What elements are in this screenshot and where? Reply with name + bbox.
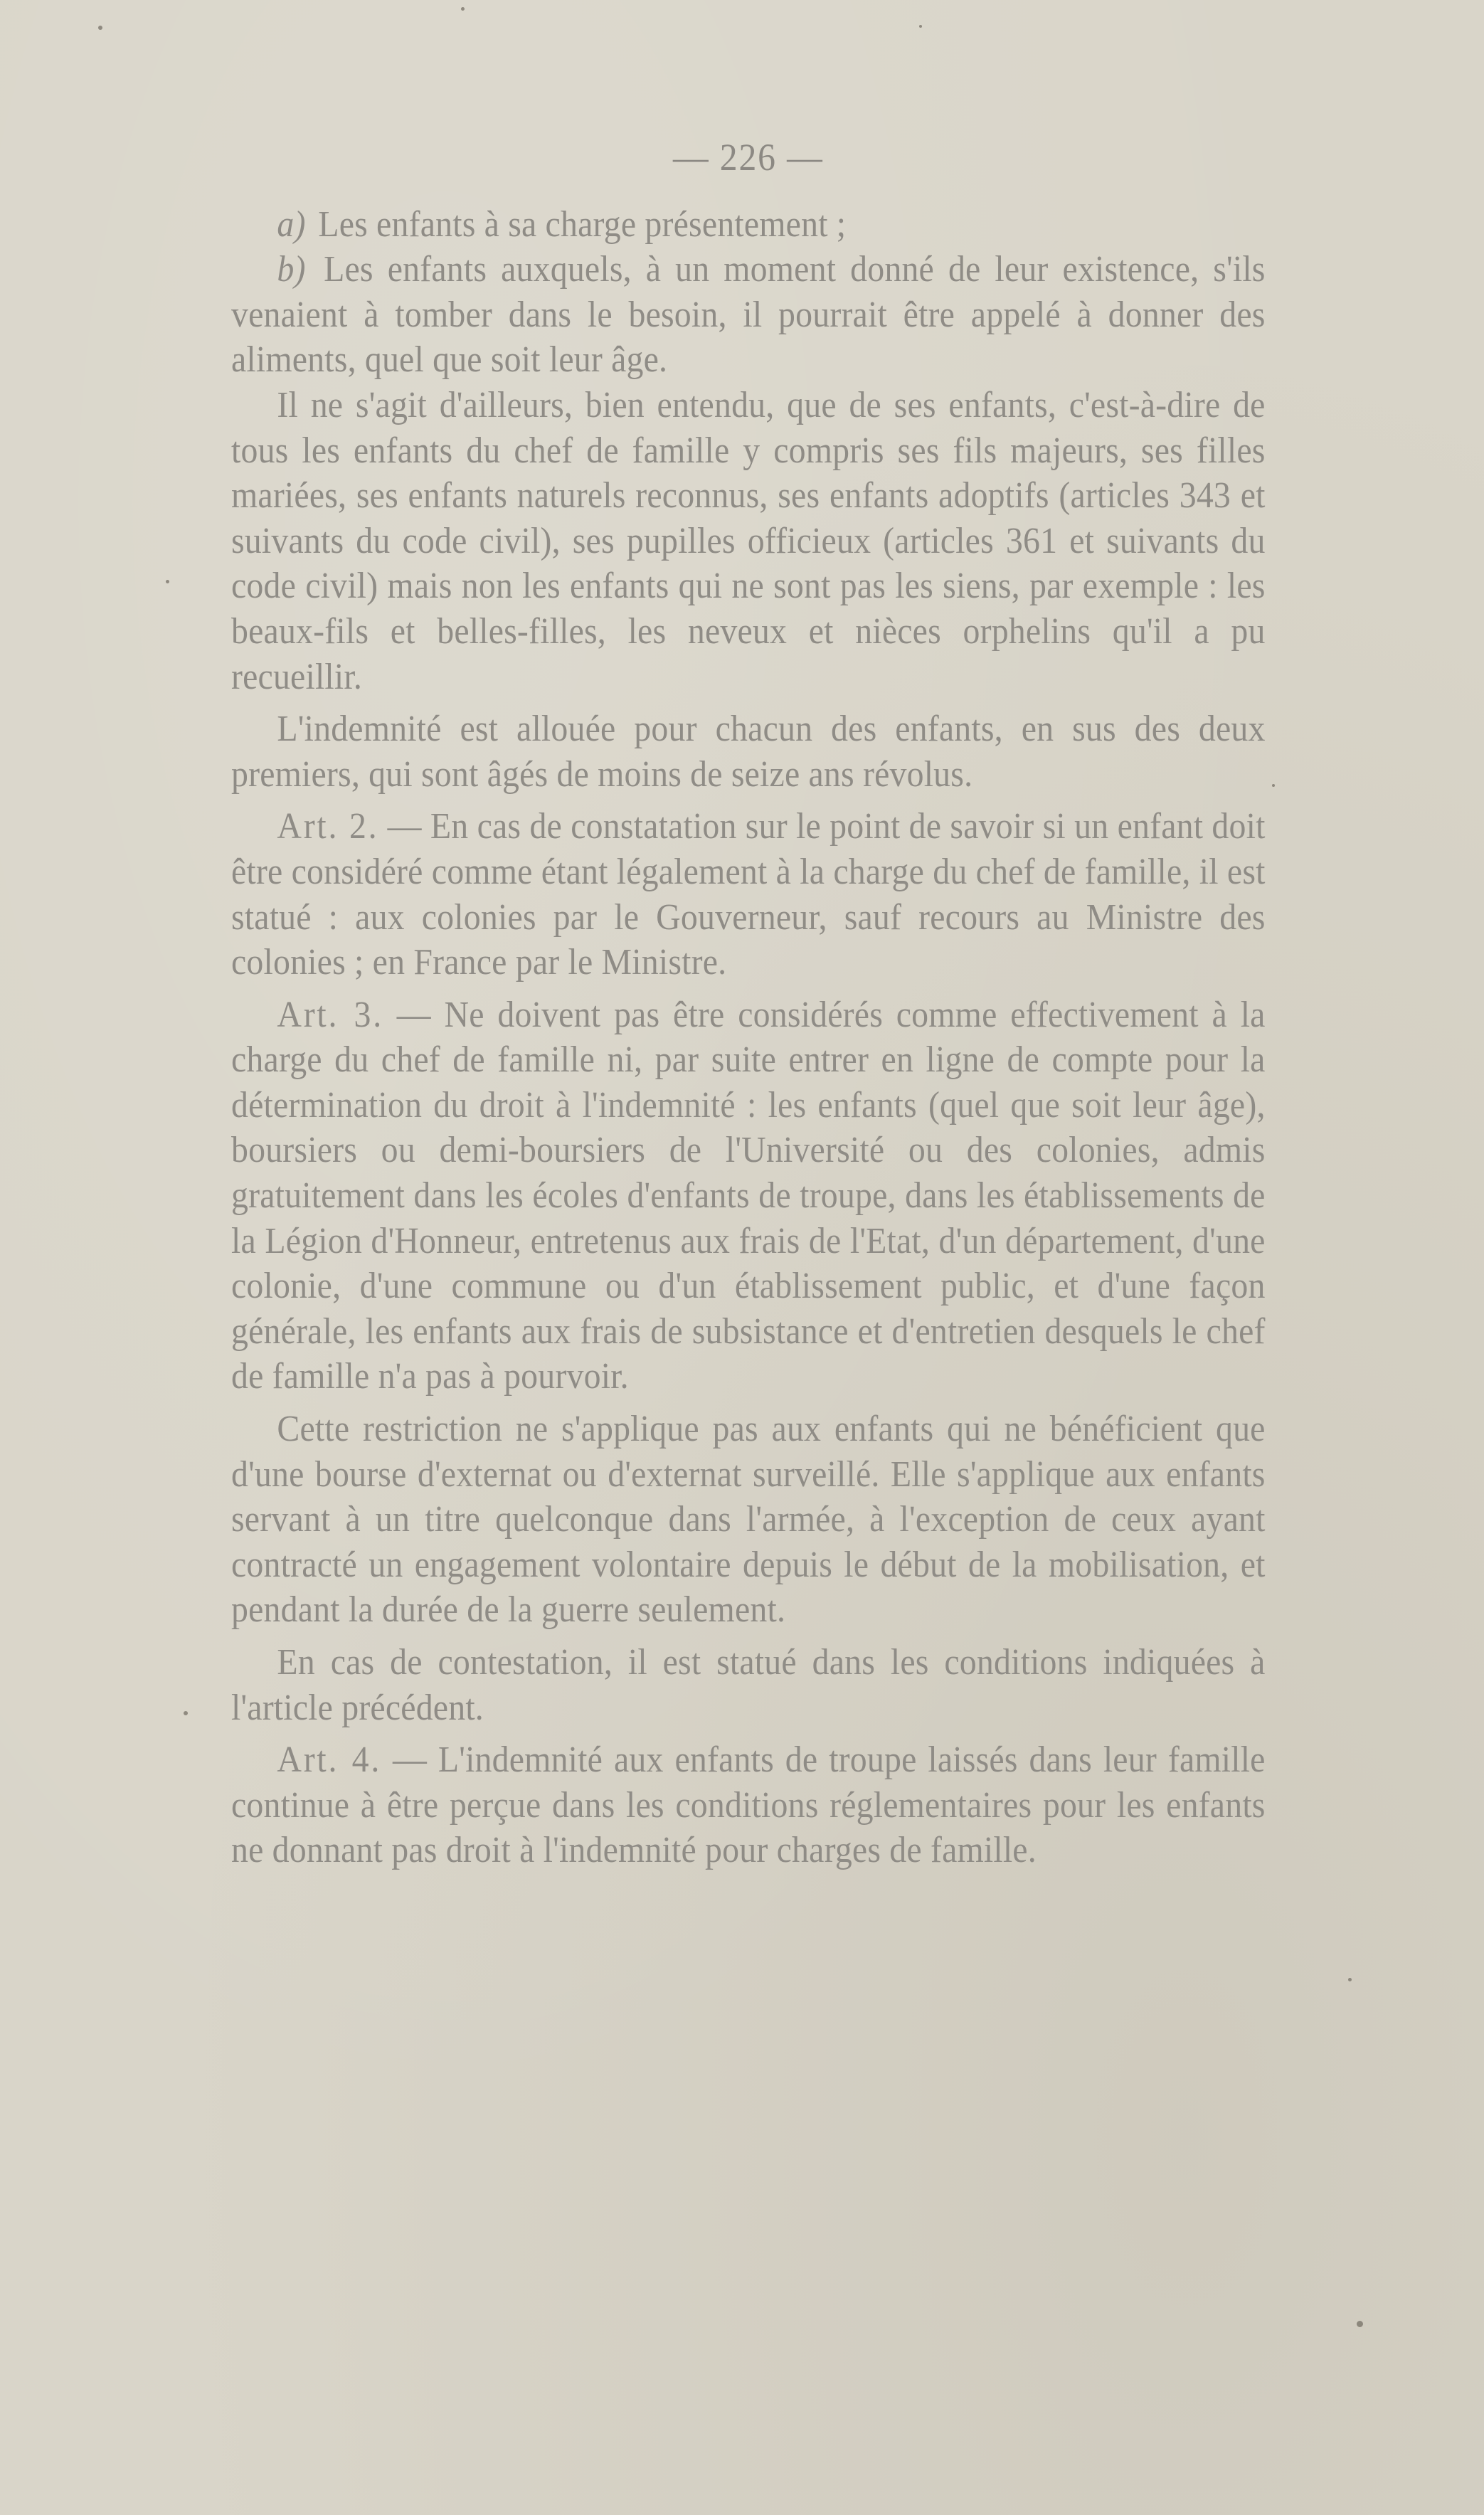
list-item-text: Les enfants à sa charge présentement ; (318, 203, 847, 245)
list-item-a (231, 202, 1266, 248)
paragraph-children-definition: Il ne s'agit d'ailleurs, bien entendu, que de ses enfants, c'est-à-dire de tous les enfants du chef de famille y compris ses fils majeurs, ses filles mariées, ses enfants naturels reconnus, ses enfants adoptifs (articles 343 et suivants du code civil), ses pupilles officieux (articles 361 et suivants du code civil) mais non les enfants qui ne sont pas les siens, par exemple : les beaux-fils et belles-filles, les neveux et nièces orphelins qu'il a pu recueillir. (231, 384, 1266, 697)
article-text: — Ne doivent pas être considérés comme effectivement à la charge du chef de famille ni, par suite entrer en ligne de compte pour la détermination du droit à l'indemnité : les enfants (quel que soit leur âge), boursiers ou demi-boursiers de l'Université ou des colonies, admis gratuitement dans les écoles d'enfants de troupe, dans les établissements de la Légion d'Honneur, entretenus aux frais de l'Etat, d'un département, d'une colonie, d'une commune ou d'un établissement public, et d'une façon générale, les enfants aux frais de subsistance et d'entretien desquels le chef de famille n'a pas à pourvoir. (231, 994, 1266, 1397)
paragraph-contestation: En cas de contestation, il est statué dans les conditions indiquées à l'article précédent. (231, 1642, 1266, 1728)
article-2 (231, 804, 1266, 985)
article-4 (231, 1737, 1266, 1873)
paper-speck (919, 25, 922, 28)
list-marker: b) (277, 249, 306, 290)
paper-speck (98, 26, 102, 30)
paper-speck (1348, 1978, 1352, 1981)
paragraph-indemnity-allocation: L'indemnité est allouée pour chacun des enfants, en sus des deux premiers, qui sont âgés de moins de seize ans révolus. (231, 709, 1266, 795)
paper-speck (184, 1711, 188, 1715)
list-marker: a) (277, 203, 306, 245)
document-text (231, 135, 1266, 1873)
article-3 (231, 992, 1266, 1399)
article-label: Art. 3. (277, 994, 383, 1035)
list-item-b (231, 247, 1266, 383)
paragraph-restriction: Cette restriction ne s'applique pas aux enfants qui ne bénéficient que d'une bourse d'externat ou d'externat surveillé. Elle s'applique aux enfants servant à un titre quelconque dans l'armée, à l'exception de ceux ayant contracté un engagement volontaire depuis le début de la mobilisation, et pendant la durée de la guerre seulement. (231, 1409, 1266, 1631)
paper-speck (461, 7, 465, 11)
article-text: — En cas de constatation sur le point de savoir si un enfant doit être considéré comme étant légalement à la charge du chef de famille, il est statué : aux colonies par le Gouverneur, sauf recours au Ministre des colonies ; en France par le Ministre. (231, 806, 1266, 983)
article-text: — L'indemnité aux enfants de troupe laissés dans leur famille continue à être perçue dans les conditions réglementaires pour les enfants ne donnant pas droit à l'indemnité pour charges de famille. (231, 1740, 1266, 1871)
list-item-text: Les enfants auxquels, à un moment donné de leur existence, s'ils venaient à tomber dans le besoin, il pourrait être appelé à donner des aliments, quel que soit leur âge. (231, 249, 1266, 381)
paper-speck (166, 580, 169, 583)
article-label: Art. 4. (277, 1740, 382, 1781)
paper-speck (1272, 784, 1275, 787)
page-number: — 226 — (673, 136, 824, 179)
paper-speck (1357, 2321, 1363, 2327)
article-label: Art. 2. (277, 806, 379, 847)
